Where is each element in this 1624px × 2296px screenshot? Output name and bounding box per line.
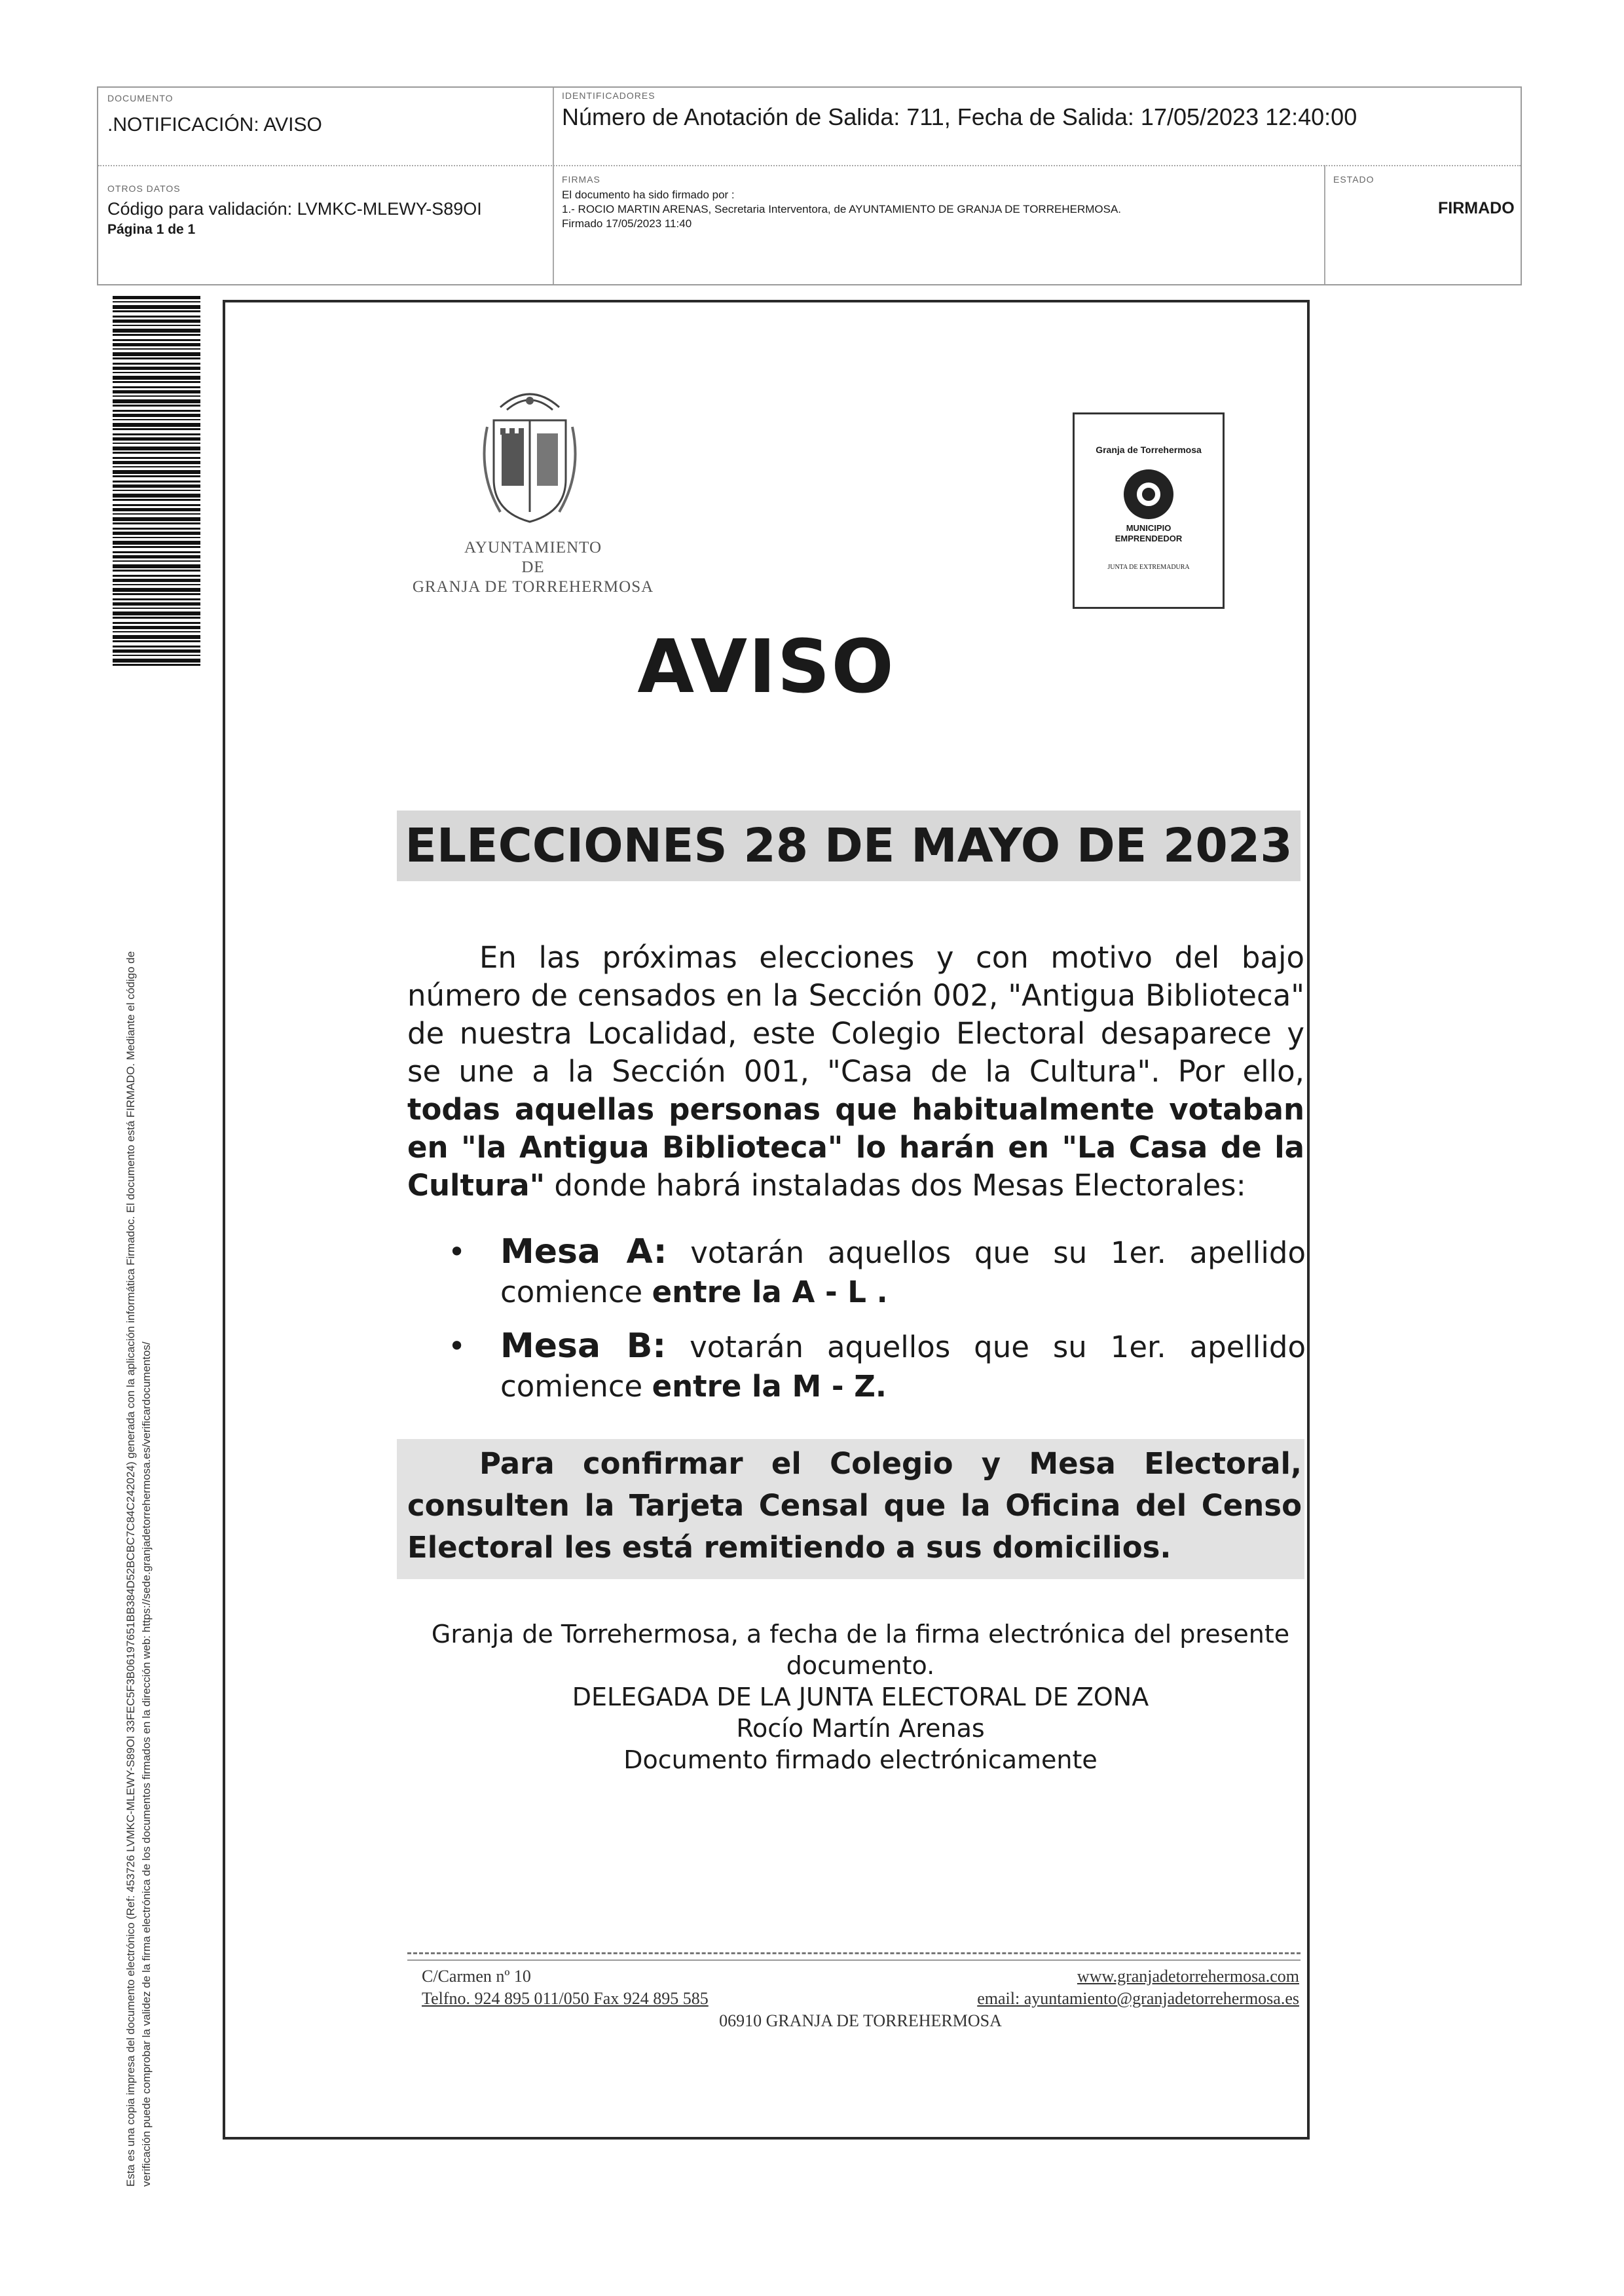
verification-side-text: [123, 727, 155, 2187]
firmas-line: Firmado 17/05/2023 11:40: [562, 217, 692, 230]
header-divider: [1324, 165, 1325, 284]
mesa-name: Mesa B:: [500, 1326, 667, 1366]
list-item: [448, 1326, 1306, 1406]
mesa-range: entre la M - Z.: [652, 1369, 887, 1404]
document-header-table: [97, 86, 1522, 285]
footer-address: C/Carmen nº 10: [422, 1967, 531, 1986]
estado-value: FIRMADO: [1438, 199, 1515, 217]
footer-city: 06910 GRANJA DE TORREHERMOSA: [719, 2011, 1002, 2030]
side-text-line: Esta es una copia impresa del documento electrónico (Ref: 453726 LVMKC-MLEWY-S89OI 33FEC5F3B06197651BB384D52BCBC7C84C242024) generada con la aplicación informática Firmadoc. El documento está FIRMADO. Mediante el código de: [124, 951, 137, 2187]
firmas-label: FIRMAS: [562, 174, 600, 185]
side-text-line: verificación puede comprobar la validez de la firma electrónica de los documentos firmados en la dirección web: https://sede.granjadetorrehermosa.es/verificardocumentos/: [140, 1341, 153, 2187]
firmas-cell: [562, 174, 1321, 230]
list-item: [448, 1232, 1306, 1312]
signature-line: Granja de Torrehermosa, a fecha de la firma electrónica del presente: [431, 1620, 1290, 1649]
body-text: donde habrá instaladas dos Mesas Electorales:: [545, 1168, 1246, 1203]
signature-line: documento.: [786, 1651, 935, 1680]
footer-web-link[interactable]: www.granjadetorrehermosa.com: [1077, 1967, 1299, 1986]
notice-body: [407, 939, 1304, 1205]
crest-caption-line: GRANJA DE TORREHERMOSA: [412, 578, 654, 596]
documento-label: DOCUMENTO: [107, 93, 174, 103]
confirmation-note: [407, 1443, 1302, 1569]
signature-line: Documento firmado electrónicamente: [623, 1745, 1098, 1774]
emprendedor-logo-icon: [1124, 469, 1173, 519]
otros-datos-cell: [107, 183, 553, 238]
body-text: En las próximas elecciones y con motivo del bajo número de censados en la Sección 002, "Antigua Biblioteca" de nuestra Localidad, este Colegio Electoral desaparece y se une a la Sección 001, "Casa de la Cultura". Por ello,: [407, 940, 1304, 1089]
barcode-image: [113, 296, 200, 669]
firmas-line: 1.- ROCIO MARTIN ARENAS, Secretaria Interventora, de AYUNTAMIENTO DE GRANJA DE TORREHERMOSA.: [562, 203, 1122, 215]
codigo-validacion: Código para validación: LVMKC-MLEWY-S89OI: [107, 199, 482, 219]
notice-title: AVISO: [637, 625, 895, 710]
notice-subtitle: ELECCIONES 28 DE MAYO DE 2023: [405, 818, 1293, 873]
mesas-list: [448, 1232, 1306, 1421]
firmas-line: El documento ha sido firmado por :: [562, 189, 735, 201]
footer-email-link[interactable]: email: ayuntamiento@granjadetorrehermosa.es: [977, 1989, 1299, 2008]
badge-junta: JUNTA DE EXTREMADURA: [1107, 564, 1190, 571]
signature-block: [422, 1618, 1299, 1776]
body-bold-text: todas aquellas personas que habitualmente votaban en "la Antigua Biblioteca" lo harán en "La Casa de la Cultura": [407, 1092, 1304, 1203]
badge-line: EMPRENDEDOR: [1115, 534, 1183, 543]
note-text: Para confirmar el Colegio y Mesa Electoral, consulten la Tarjeta Censal que la Oficina del Censo Electoral les está remitiendo a sus domicilios.: [407, 1446, 1302, 1565]
mesa-range: entre la A - L .: [652, 1275, 888, 1309]
otros-datos-label: OTROS DATOS: [107, 183, 181, 194]
estado-cell: [1333, 174, 1517, 218]
signature-line: Rocío Martín Arenas: [736, 1714, 985, 1743]
identificadores-label: IDENTIFICADORES: [562, 90, 655, 101]
notice-frame: [223, 300, 1310, 2140]
badge-line: MUNICIPIO: [1126, 523, 1172, 533]
identificadores-value: Número de Anotación de Salida: 711, Fecha de Salida: 17/05/2023 12:40:00: [562, 103, 1357, 130]
badge-town: Granja de Torrehermosa: [1096, 445, 1202, 455]
mesa-name: Mesa A:: [500, 1232, 667, 1271]
crest-caption-line: AYUNTAMIENTO: [464, 539, 602, 556]
footer-phone: Telfno. 924 895 011/050 Fax 924 895 585: [422, 1989, 709, 2008]
documento-value: .NOTIFICACIÓN: AVISO: [107, 114, 322, 136]
estado-label: ESTADO: [1333, 174, 1375, 185]
header-divider: [98, 165, 1521, 166]
crest-caption-line: DE: [521, 558, 545, 576]
mesa-text: votarán aquellos que su 1er. apellido comience: [500, 1330, 1306, 1404]
footer-divider: [407, 1952, 1301, 1961]
page-number: Página 1 de 1: [107, 222, 196, 237]
crest-caption: [382, 538, 684, 597]
municipal-crest-icon: [474, 381, 585, 532]
signature-line: DELEGADA DE LA JUNTA ELECTORAL DE ZONA: [572, 1683, 1149, 1711]
municipio-emprendedor-badge: [1073, 412, 1225, 609]
identificadores-cell: [562, 90, 1518, 132]
mesa-text: votarán aquellos que su 1er. apellido comience: [500, 1235, 1306, 1309]
